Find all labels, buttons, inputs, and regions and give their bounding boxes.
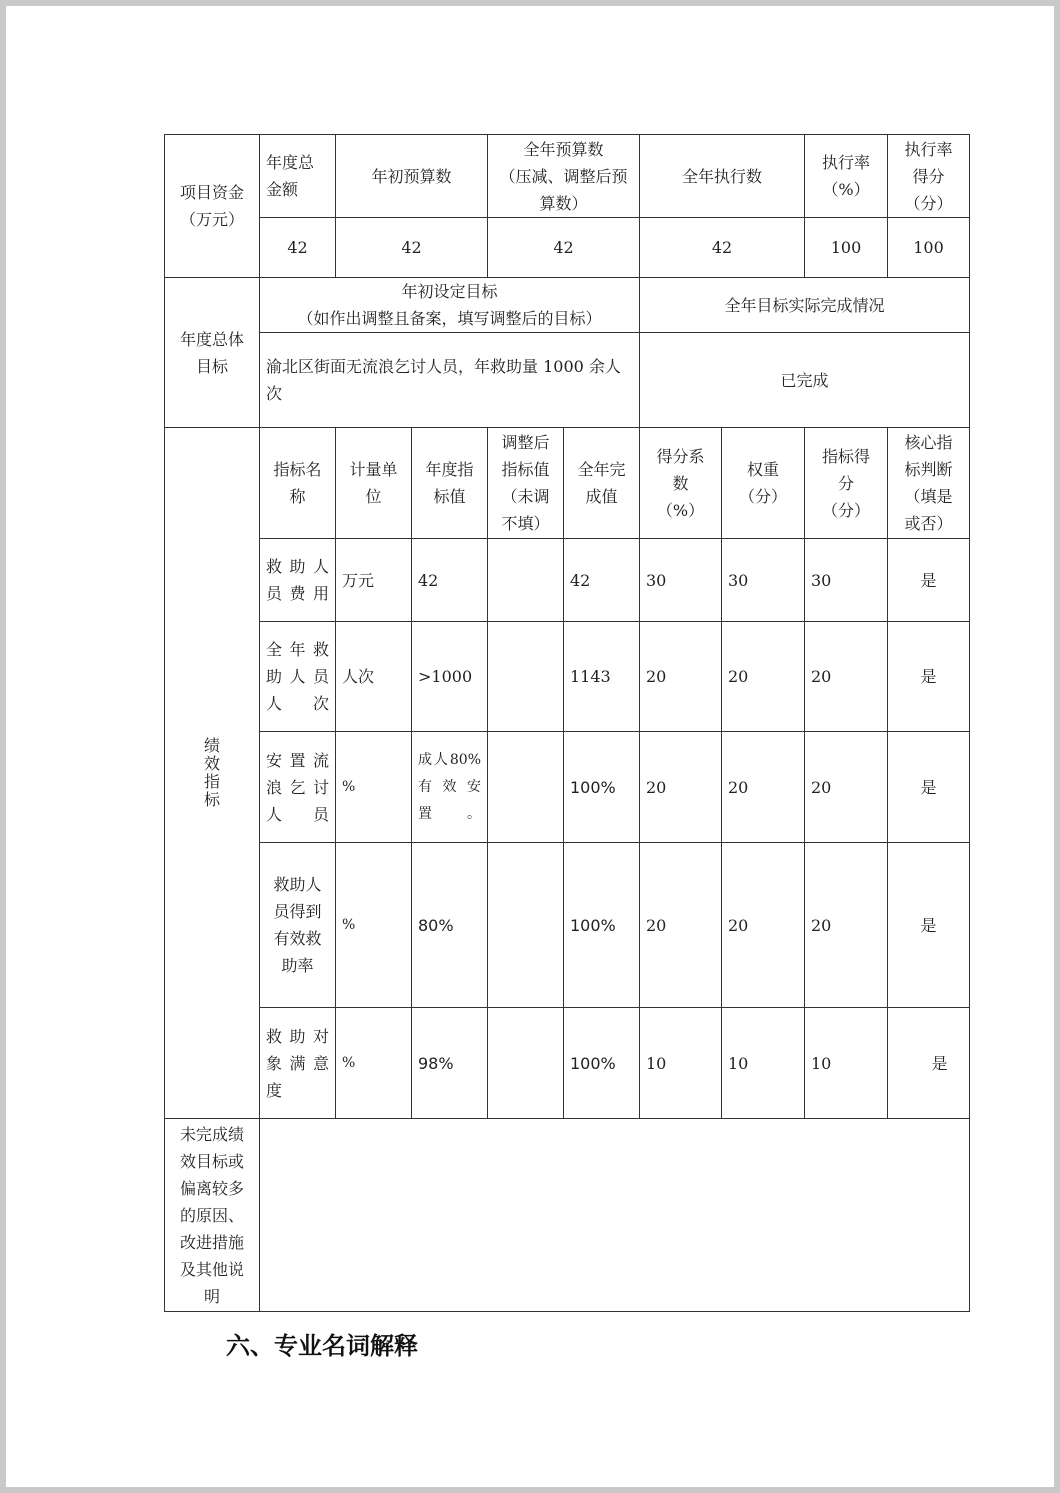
indicator-row-2-completed: 1143 xyxy=(563,621,640,732)
indicator-row-1-weight: 30 xyxy=(721,538,805,622)
indicator-row-3-core: 是 xyxy=(887,731,970,843)
indicator-row-1-core: 是 xyxy=(887,538,970,622)
indicator-row-1-unit: 万元 xyxy=(335,538,412,622)
indicator-row-4-annual: 80% xyxy=(411,842,488,1008)
indicator-row-2-unit: 人次 xyxy=(335,621,412,732)
indicator-row-1-adjusted xyxy=(487,538,564,622)
goal-label: 年度总体 目标 xyxy=(164,277,260,428)
funds-header-executed: 全年执行数 xyxy=(639,134,805,218)
indicator-row-4-name: 救助人员得到有效救助率 xyxy=(259,842,336,1008)
indicator-header-coef: 得分系 数 （%） xyxy=(639,427,722,539)
notes-label: 未完成绩 效目标或 偏离较多 的原因、 改进措施 及其他说 明 xyxy=(164,1118,260,1312)
funds-header-initial: 年初预算数 xyxy=(335,134,488,218)
indicator-row-5-annual: 98% xyxy=(411,1007,488,1119)
goal-actual-header: 全年目标实际完成情况 xyxy=(639,277,970,333)
indicator-row-4-weight: 20 xyxy=(721,842,805,1008)
indicator-row-2-weight: 20 xyxy=(721,621,805,732)
indicator-row-5-core: 是 xyxy=(887,1007,970,1119)
indicators-label: 绩 效 指 标 xyxy=(164,427,260,1119)
indicator-row-4-core: 是 xyxy=(887,842,970,1008)
goal-set-text: 渝北区街面无流浪乞讨人员，年救助量 1000 余人次 xyxy=(259,332,640,428)
indicator-header-name: 指标名 称 xyxy=(259,427,336,539)
indicator-row-4-unit: % xyxy=(335,842,412,1008)
indicator-row-5-weight: 10 xyxy=(721,1007,805,1119)
funds-value-executed: 42 xyxy=(639,217,805,278)
indicator-header-unit: 计量单 位 xyxy=(335,427,412,539)
indicator-header-annual: 年度指 标值 xyxy=(411,427,488,539)
indicator-header-weight: 权重 （分） xyxy=(721,427,805,539)
funds-header-total: 年度总 金额 xyxy=(259,134,336,218)
indicator-row-1-coef: 30 xyxy=(639,538,722,622)
indicator-row-2-core: 是 xyxy=(887,621,970,732)
indicator-row-5-completed: 100% xyxy=(563,1007,640,1119)
indicator-row-5-unit: % xyxy=(335,1007,412,1119)
funds-header-adjusted: 全年预算数 （压减、调整后预 算数） xyxy=(487,134,640,218)
notes-text xyxy=(259,1118,970,1312)
indicator-row-5-coef: 10 xyxy=(639,1007,722,1119)
indicator-row-2-score: 20 xyxy=(804,621,888,732)
funds-label: 项目资金 （万元） xyxy=(164,134,260,278)
funds-value-score: 100 xyxy=(887,217,970,278)
indicator-row-1-annual: 42 xyxy=(411,538,488,622)
indicator-row-2-coef: 20 xyxy=(639,621,722,732)
goal-actual-text: 已完成 xyxy=(639,332,970,428)
indicator-row-3-unit: % xyxy=(335,731,412,843)
indicator-row-5-score: 10 xyxy=(804,1007,888,1119)
funds-value-adjusted: 42 xyxy=(487,217,640,278)
funds-header-rate: 执行率 （%） xyxy=(804,134,888,218)
funds-value-rate: 100 xyxy=(804,217,888,278)
indicator-row-4-score: 20 xyxy=(804,842,888,1008)
indicator-row-2-name: 全年救助人员人次 xyxy=(259,621,336,732)
indicator-row-1-score: 30 xyxy=(804,538,888,622)
funds-header-score: 执行率 得分 （分） xyxy=(887,134,970,218)
indicator-row-3-coef: 20 xyxy=(639,731,722,843)
document-page xyxy=(6,6,1054,1487)
indicator-row-4-adjusted xyxy=(487,842,564,1008)
indicator-row-1-name: 救助人员费用 xyxy=(259,538,336,622)
indicator-row-3-completed: 100% xyxy=(563,731,640,843)
indicator-row-1-completed: 42 xyxy=(563,538,640,622)
indicator-header-score: 指标得 分 （分） xyxy=(804,427,888,539)
indicator-header-core: 核心指 标判断 （填是 或否） xyxy=(887,427,970,539)
indicator-row-3-name: 安置流浪乞讨人员 xyxy=(259,731,336,843)
indicator-row-5-adjusted xyxy=(487,1007,564,1119)
section-heading: 六、专业名词解释 xyxy=(226,1332,418,1360)
indicator-row-4-completed: 100% xyxy=(563,842,640,1008)
indicator-row-5-name: 救助对象满意度 xyxy=(259,1007,336,1119)
goal-set-header: 年初设定目标 （如作出调整且备案，填写调整后的目标） xyxy=(259,277,640,333)
indicator-row-4-coef: 20 xyxy=(639,842,722,1008)
indicator-row-2-annual: >1000 xyxy=(411,621,488,732)
indicator-row-3-weight: 20 xyxy=(721,731,805,843)
indicator-header-completed: 全年完 成值 xyxy=(563,427,640,539)
funds-value-total: 42 xyxy=(259,217,336,278)
funds-value-initial: 42 xyxy=(335,217,488,278)
indicator-row-3-score: 20 xyxy=(804,731,888,843)
indicator-row-3-annual: 成人80%有效安置。 xyxy=(411,731,488,843)
indicator-header-adjusted: 调整后 指标值 （未调 不填） xyxy=(487,427,564,539)
indicator-row-3-adjusted xyxy=(487,731,564,843)
indicator-row-2-adjusted xyxy=(487,621,564,732)
